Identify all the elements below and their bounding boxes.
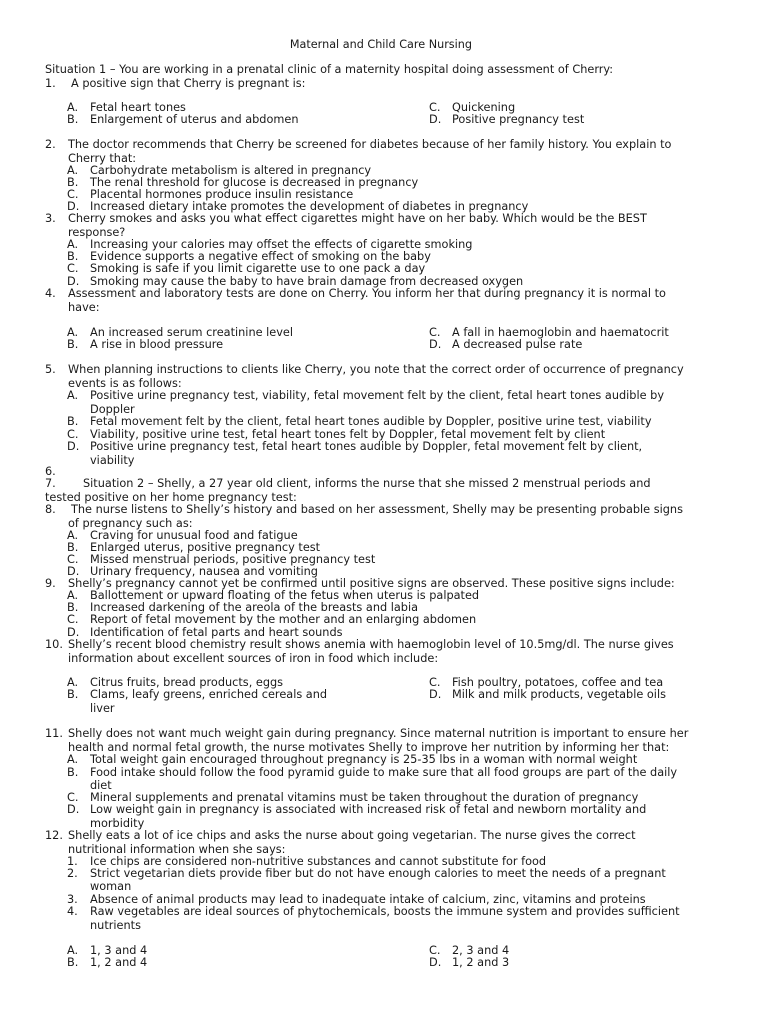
q8-stem-line2: of pregnancy such as: [68,517,193,530]
q2-d-label: D. [67,200,80,213]
q4-option-c: A fall in haemoglobin and haematocrit [452,326,669,339]
q2-option-c: Placental hormones produce insulin resistance [90,188,354,201]
q2-b-label: B. [67,176,79,189]
q8-a-label: A. [67,529,79,542]
q11-stem-line2: health and normal fetal growth, the nurse motivates Shelly to improve her nutrition by informing her that: [68,741,670,754]
q11-option-a: Total weight gain encouraged throughout pregnancy is 25-35 lbs in a woman with normal weight [90,753,638,766]
q10-option-b-line2: liver [90,702,115,715]
q9-c-label: C. [67,613,79,626]
q8-number: 8. [45,503,56,516]
q4-a-label: A. [67,326,79,339]
q5-b-label: B. [67,415,79,428]
q3-d-label: D. [67,275,80,288]
q12-stem-line1: Shelly eats a lot of ice chips and asks the nurse about going vegetarian. The nurse gives the correct [68,829,636,842]
q8-c-label: C. [67,553,79,566]
q12-option-c: 2, 3 and 4 [452,944,510,957]
q12-c-label: C. [429,944,441,957]
q1-a-label: A. [67,101,79,114]
q1-number: 1. [45,77,56,90]
q10-number: 10. [45,638,63,651]
q2-option-a: Carbohydrate metabolism is altered in pregnancy [90,164,372,177]
q5-stem-line2: events is as follows: [68,377,182,390]
q2-stem-line1: The doctor recommends that Cherry be screened for diabetes because of her family history. You explain to [68,138,672,151]
q12-option-d: 1, 2 and 3 [452,956,510,969]
q12-a-label: A. [67,944,79,957]
q9-d-label: D. [67,626,80,639]
q4-d-label: D. [429,338,442,351]
q10-option-c: Fish poultry, potatoes, coffee and tea [452,676,664,689]
q5-option-d-line2: viability [90,454,135,467]
situation-2-intro-line2: tested positive on her home pregnancy test: [45,491,297,504]
q11-d-label: D. [67,803,80,816]
q10-b-label: B. [67,688,79,701]
q4-c-label: C. [429,326,441,339]
page-title: Maternal and Child Care Nursing [289,38,472,51]
q11-b-label: B. [67,766,79,779]
q10-option-d: Milk and milk products, vegetable oils [452,688,666,701]
q11-option-c: Mineral supplements and prenatal vitamins must be taken throughout the duration of pregnancy [90,791,639,804]
q5-c-label: C. [67,428,79,441]
q9-number: 9. [45,577,56,590]
q12-statement-4-line2: nutrients [90,919,141,932]
q9-a-label: A. [67,589,79,602]
q12-statement-1-number: 1. [67,855,78,868]
q12-b-label: B. [67,956,79,969]
q1-option-b: Enlargement of uterus and abdomen [90,113,299,126]
q12-number: 12. [45,829,63,842]
q10-stem-line1: Shelly’s recent blood chemistry result shows anemia with haemoglobin level of 10.5mg/dl. The nurse gives [68,638,674,651]
q10-d-label: D. [429,688,442,701]
q10-a-label: A. [67,676,79,689]
q8-option-c: Missed menstrual periods, positive pregnancy test [90,553,376,566]
q5-number: 5. [45,363,56,376]
q4-stem-line2: have: [68,301,100,314]
q8-stem-line1: The nurse listens to Shelly’s history and based on her assessment, Shelly may be presenting probable signs [71,503,683,516]
situation-2-intro-line1: Situation 2 – Shelly, a 27 year old client, informs the nurse that she missed 2 menstrual periods and [83,477,651,490]
q3-a-label: A. [67,238,79,251]
q12-stem-line2: nutritional information when she says: [68,843,286,856]
q9-b-label: B. [67,601,79,614]
q12-statement-2-line2: woman [90,880,132,893]
q2-option-b: The renal threshold for glucose is decreased in pregnancy [90,176,419,189]
item-7-number: 7. [45,477,56,490]
q9-option-c: Report of fetal movement by the mother and an enlarging abdomen [90,613,477,626]
q12-statement-3: Absence of animal products may lead to inadequate intake of calcium, zinc, vitamins and proteins [90,893,646,906]
q3-option-c: Smoking is safe if you limit cigarette use to one pack a day [90,262,426,275]
q9-option-b: Increased darkening of the areola of the breasts and labia [90,601,419,614]
q12-statement-1: Ice chips are considered non-nutritive substances and cannot substitute for food [90,855,547,868]
q5-option-a-line2: Doppler [90,403,135,416]
q1-stem: A positive sign that Cherry is pregnant is: [71,77,306,90]
q3-option-b: Evidence supports a negative effect of smoking on the baby [90,250,431,263]
q4-option-a: An increased serum creatinine level [90,326,294,339]
q5-a-label: A. [67,389,79,402]
q11-option-d-line2: morbidity [90,817,145,830]
q12-d-label: D. [429,956,442,969]
q5-option-c: Viability, positive urine test, fetal heart tones felt by Doppler, fetal movement felt by client [90,428,606,441]
q12-statement-2-number: 2. [67,867,78,880]
situation-1-intro: Situation 1 – You are working in a prenatal clinic of a maternity hospital doing assessment of Cherry: [45,63,614,76]
q3-number: 3. [45,212,56,225]
q11-option-d-line1: Low weight gain in pregnancy is associated with increased risk of fetal and newborn mortality and [90,803,647,816]
q2-c-label: C. [67,188,79,201]
q10-c-label: C. [429,676,441,689]
q8-d-label: D. [67,565,80,578]
q9-option-d: Identification of fetal parts and heart sounds [90,626,343,639]
q5-d-label: D. [67,440,80,453]
q11-stem-line1: Shelly does not want much weight gain during pregnancy. Since maternal nutrition is important to ensure her [68,727,689,740]
q12-statement-2-line1: Strict vegetarian diets provide fiber but do not have enough calories to meet the needs of a pregnant [90,867,666,880]
q1-option-d: Positive pregnancy test [452,113,585,126]
q5-option-b: Fetal movement felt by the client, fetal heart tones audible by Doppler, positive urine test, viability [90,415,652,428]
q1-d-label: D. [429,113,442,126]
q12-statement-3-number: 3. [67,893,78,906]
q3-stem-line1: Cherry smokes and asks you what effect cigarettes might have on her baby. Which would be the BEST [68,212,647,225]
q5-stem-line1: When planning instructions to clients like Cherry, you note that the correct order of occurrence of pregnancy [68,363,684,376]
q4-option-d: A decreased pulse rate [452,338,583,351]
q10-option-a: Citrus fruits, bread products, eggs [90,676,284,689]
q1-b-label: B. [67,113,79,126]
q1-option-a: Fetal heart tones [90,101,186,114]
q9-option-a: Ballottement or upward floating of the fetus when uterus is palpated [90,589,480,602]
q11-c-label: C. [67,791,79,804]
q12-option-a: 1, 3 and 4 [90,944,148,957]
q12-statement-4-number: 4. [67,905,78,918]
q3-option-a: Increasing your calories may offset the effects of cigarette smoking [90,238,473,251]
q5-option-a-line1: Positive urine pregnancy test, viability, fetal movement felt by the client, fetal heart tones audible by [90,389,665,402]
q11-number: 11. [45,727,63,740]
q8-option-a: Craving for unusual food and fatigue [90,529,298,542]
q12-option-b: 1, 2 and 4 [90,956,148,969]
q8-b-label: B. [67,541,79,554]
q11-option-b-line2: diet [90,779,112,792]
q3-stem-line2: response? [68,226,126,239]
q4-option-b: A rise in blood pressure [90,338,224,351]
q4-stem-line1: Assessment and laboratory tests are done on Cherry. You inform her that during pregnancy it is normal to [68,287,666,300]
q2-number: 2. [45,138,56,151]
q2-stem-line2: Cherry that: [68,152,137,165]
q2-option-d: Increased dietary intake promotes the development of diabetes in pregnancy [90,200,529,213]
q4-b-label: B. [67,338,79,351]
q1-c-label: C. [429,101,441,114]
q3-option-d: Smoking may cause the baby to have brain damage from decreased oxygen [90,275,524,288]
q2-a-label: A. [67,164,79,177]
q4-number: 4. [45,287,56,300]
q5-option-d-line1: Positive urine pregnancy test, fetal heart tones audible by Doppler, fetal movement felt by client, [90,440,643,453]
q8-option-d: Urinary frequency, nausea and vomiting [90,565,318,578]
q9-stem: Shelly’s pregnancy cannot yet be confirmed until positive signs are observed. These positive signs include: [68,577,675,590]
q11-a-label: A. [67,753,79,766]
q3-c-label: C. [67,262,79,275]
q12-statement-4-line1: Raw vegetables are ideal sources of phytochemicals, boosts the immune system and provides sufficient [90,905,680,918]
q3-b-label: B. [67,250,79,263]
q11-option-b-line1: Food intake should follow the food pyramid guide to make sure that all food groups are part of the daily [90,766,678,779]
q1-option-c: Quickening [452,101,516,114]
item-6-number: 6. [45,465,56,478]
q10-stem-line2: information about excellent sources of iron in food which include: [68,652,439,665]
q8-option-b: Enlarged uterus, positive pregnancy test [90,541,321,554]
q10-option-b-line1: Clams, leafy greens, enriched cereals and [90,688,328,701]
